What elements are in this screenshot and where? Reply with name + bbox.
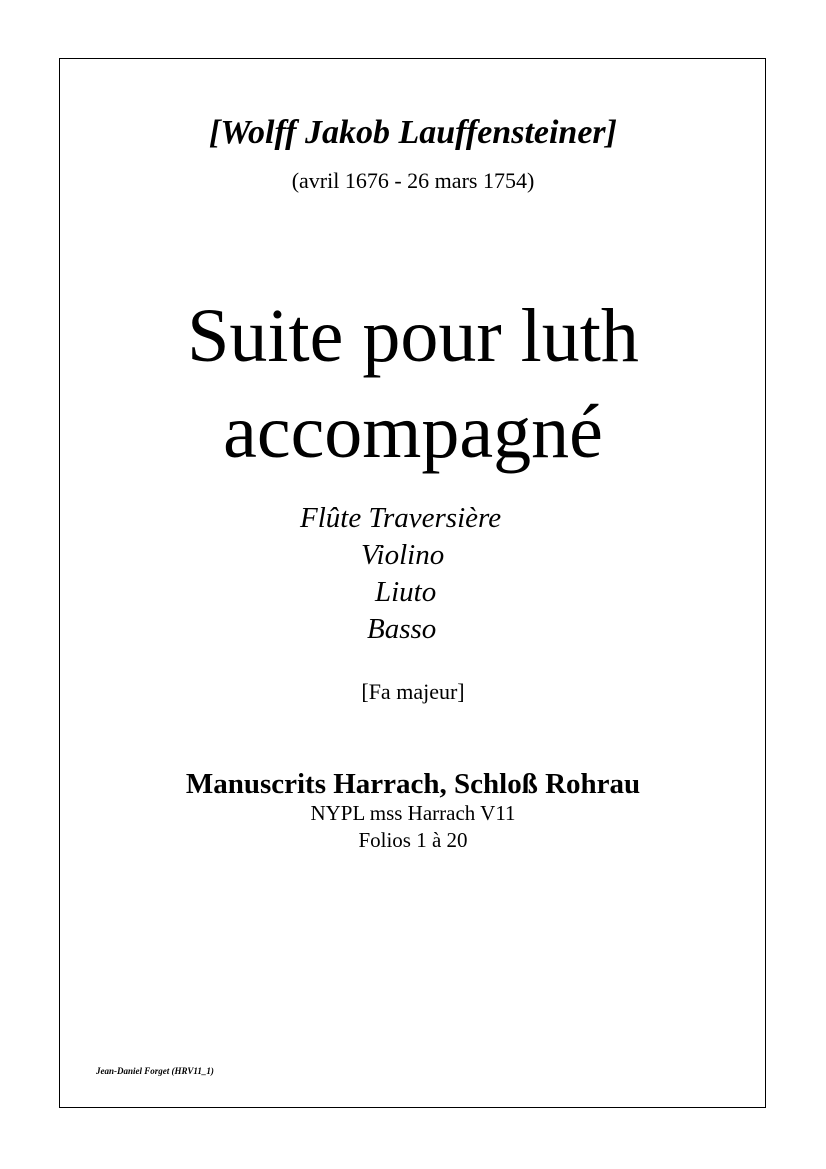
instrument-bass: Basso (367, 613, 437, 645)
source-folios: Folios 1 à 20 (358, 828, 468, 852)
key-signature: [Fa majeur] (361, 679, 465, 704)
composer-dates: (avril 1676 - 26 mars 1754) (291, 168, 535, 193)
composer-name: [Wolff Jakob Lauffensteiner] (209, 114, 617, 151)
instrument-lute: Liuto (375, 576, 437, 608)
instrument-flute: Flûte Traversière (300, 502, 502, 534)
title-line-1: Suite pour luth (187, 294, 639, 378)
editor-credit: Jean-Daniel Forget (HRV11_1) (96, 1066, 214, 1076)
title-line-2: accompagné (223, 390, 603, 474)
instrument-violin: Violino (361, 539, 445, 571)
source-collection: Manuscrits Harrach, Schloß Rohrau (185, 768, 641, 800)
source-shelfmark: NYPL mss Harrach V11 (310, 801, 516, 825)
